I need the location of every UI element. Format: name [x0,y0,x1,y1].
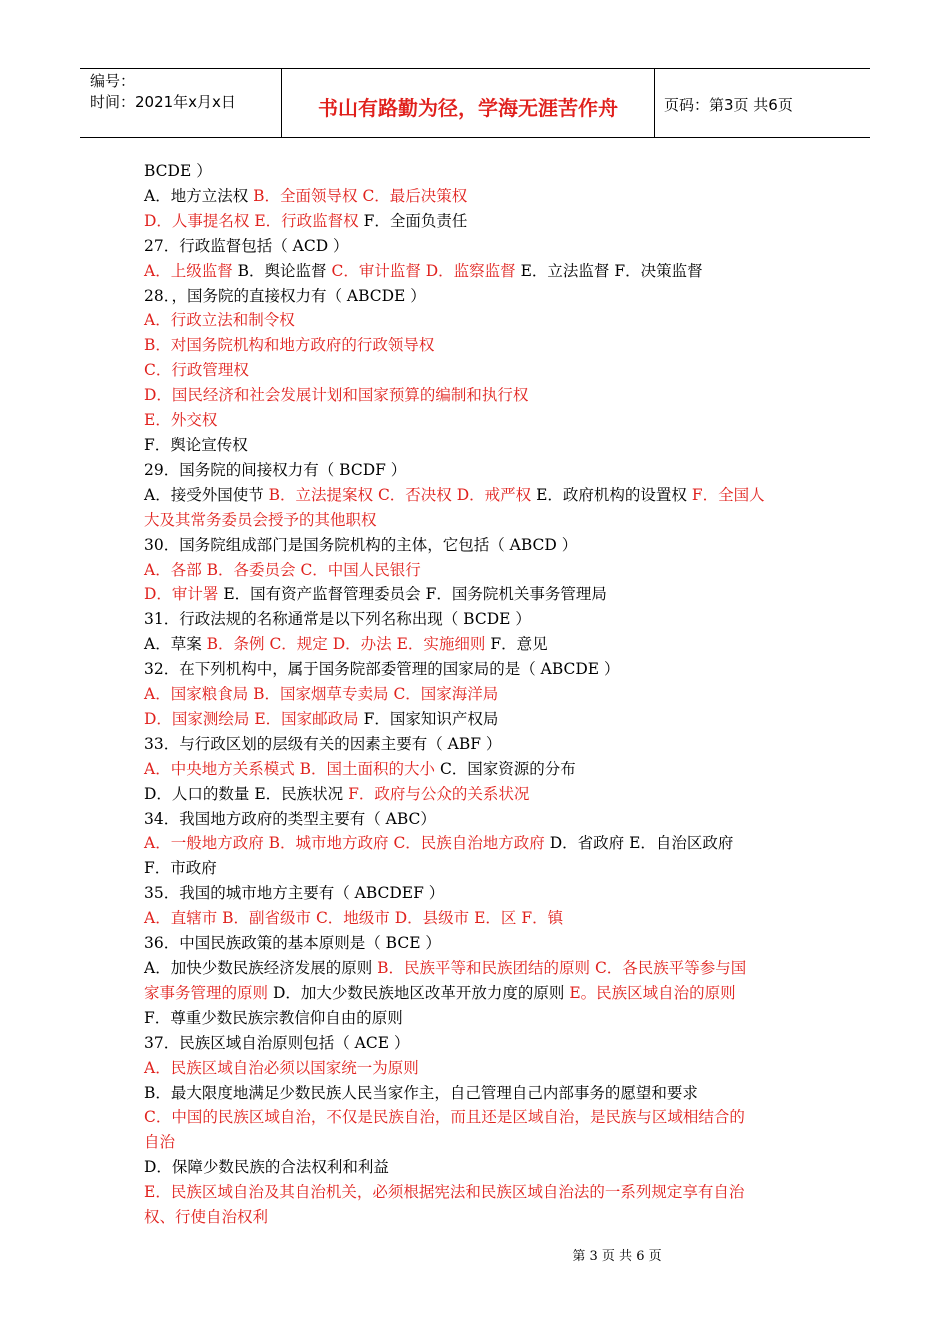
question-text: 30．国务院组成部门是国务院机构的主体，它包括（ ABCD ） [144,535,578,554]
question-text: 37．民族区域自治原则包括（ ACE ） [144,1033,410,1052]
header-page-number: 页码：第3页 共6页 [664,96,793,114]
text-line [144,159,816,184]
text-line [144,1056,816,1081]
text-line [144,508,816,533]
answer-text: C．中国的民族区域自治，不仅是民族自治，而且还是区域自治，是民族与区域相结合的 [144,1108,745,1127]
text-line [144,558,816,583]
question-text: 29．国务院的间接权力有（ BCDF ） [144,460,407,479]
answer-text: C．行政管理权 [144,361,249,380]
text-line [144,533,816,558]
answer-text: B．对国务院机构和地方政府的行政领导权 [144,336,435,355]
question-text: F．国家知识产权局 [358,709,499,728]
question-text: F．市政府 [144,859,217,878]
question-text: 32．在下列机构中，属于国务院部委管理的国家局的是（ ABCDE ） [144,660,620,679]
question-text: A．加快少数民族经济发展的原则 [144,959,378,977]
text-line [144,807,816,832]
page-header [80,68,870,138]
answer-text: A．民族区域自治必须以国家统一为原则 [144,1058,419,1077]
answer-text: A．中央地方关系模式 B．国土面积的大小 [144,759,436,778]
answer-text: A．各部 B．各委员会 C．中国人民银行 [144,560,421,579]
text-line [144,308,816,333]
text-line [144,333,816,358]
text-line [144,782,816,807]
document-time-label: 时间：2021年x月x日 [90,93,236,111]
text-line [144,259,816,284]
text-line [144,284,816,309]
text-line [144,856,816,881]
text-line [144,757,816,782]
text-line [144,657,816,682]
answer-text: 大及其常务委员会授予的其他职权 [144,510,377,529]
answer-text: D．国民经济和社会发展计划和国家预算的编制和执行权 [144,386,529,405]
answer-text: A．一般地方政府 B．城市地方政府 C．民族自治地方政府 [144,834,545,853]
text-line [144,184,816,209]
text-line [144,234,816,259]
answer-text: E．民族区域自治及其自治机关，必须根据宪法和民族区域自治法的一系列规定享有自治 [144,1183,745,1202]
text-line [144,981,816,1006]
text-line [144,831,816,856]
text-line [144,209,816,234]
question-text: 34．我国地方政府的类型主要有（ ABC） [144,809,436,828]
text-line [144,408,816,433]
text-line [144,1105,816,1130]
question-text: 28．，国务院的直接权力有（ ABCDE ） [144,286,426,305]
question-text: E．立法监督 F．决策监督 [515,261,703,280]
question-text: F．舆论宣传权 [144,435,248,454]
answer-text: B．立法提案权 C．否决权 D．戒严权 [268,485,532,504]
text-line [144,931,816,956]
question-text: 27．行政监督包括（ ACD ） [144,236,349,255]
question-text: 35．我国的城市地方主要有（ ABCDEF ） [144,884,445,903]
document-number-label: 编号： [90,72,136,90]
question-text: 31．行政法规的名称通常是以下列名称出现（ BCDE ） [144,610,531,629]
question-text: F．全面负责任 [358,211,468,230]
question-text: A．草案 [144,635,207,654]
answer-text: 家事务管理的原则 [144,983,269,1002]
text-line [144,956,816,981]
question-text: A．接受外国使节 [144,485,269,504]
answer-text: D．国家测绘局 E．国家邮政局 [144,709,359,728]
question-text: 33．与行政区划的层级有关的因素主要有（ ABF ） [144,734,502,753]
answer-text: 自治 [144,1133,176,1152]
header-motto: 书山有路勤为径，学海无涯苦作舟 [282,69,655,137]
text-line [144,1205,816,1230]
question-text: D．保障少数民族的合法权利和利益 [144,1158,389,1177]
text-line [144,433,816,458]
answer-text: A．直辖市 B．副省级市 C．地级市 D．县级市 E．区 F．镇 [144,909,564,928]
text-line [144,1081,816,1106]
answer-text: C．审计监督 D．监察监督 [331,261,516,280]
question-text: 36．中国民族政策的基本原则是（ BCE ） [144,934,441,953]
question-text: A．地方立法权 [144,186,254,205]
answer-text: E。民族区域自治的原则 [569,983,736,1002]
answer-text: B．条例 C．规定 D．办法 E．实施细则 [206,635,486,654]
answer-text: 权、行使自治权利 [144,1208,269,1227]
answer-text: F．政府与公众的关系状况 [348,784,530,803]
answer-text: D．人事提名权 E．行政监督权 [144,211,359,230]
text-line [144,1155,816,1180]
question-text: C．国家资源的分布 [435,759,576,778]
answer-text: E．外交权 [144,411,218,430]
text-line [144,383,816,408]
question-text: E．国有资产监督管理委员会 F．国务院机关事务管理局 [218,585,607,604]
answer-text: D．审计署 [144,585,219,604]
answer-text: A．行政立法和制令权 [144,311,295,330]
answer-text: F．全国人 [691,485,765,504]
text-line [144,1130,816,1155]
text-line [144,707,816,732]
text-line [144,458,816,483]
text-line [144,607,816,632]
question-text: D．加大少数民族地区改革开放力度的原则 [268,983,570,1002]
text-line [144,732,816,757]
text-line [144,1006,816,1031]
text-line [144,682,816,707]
question-text: F．尊重少数民族宗教信仰自由的原则 [144,1008,403,1027]
text-line [144,1180,816,1205]
answer-text: A．上级监督 [144,261,233,280]
text-line [144,632,816,657]
question-list [144,159,816,1230]
question-text: D．省政府 E．自治区政府 [544,834,734,853]
question-text: BCDE ） [144,162,212,180]
answer-text: B．民族平等和民族团结的原则 C．各民族平等参与国 [377,959,747,977]
answer-text: B．全面领导权 C．最后决策权 [253,186,468,205]
header-meta [80,69,282,137]
question-text: F．意见 [485,635,548,654]
text-line [144,483,816,508]
question-text: E．政府机构的设置权 [531,485,692,504]
text-line [144,358,816,383]
text-line [144,582,816,607]
page-footer: 第 3 页 共 6 页 [572,1249,662,1264]
question-text: B．最大限度地满足少数民族人民当家作主，自己管理自己内部事务的愿望和要求 [144,1083,698,1102]
question-text: B．舆论监督 [232,261,332,280]
answer-text: A．国家粮食局 B．国家烟草专卖局 C．国家海洋局 [144,685,499,704]
text-line [144,881,816,906]
text-line [144,1031,816,1056]
text-line [144,906,816,931]
question-text: D．人口的数量 E．民族状况 [144,784,349,803]
